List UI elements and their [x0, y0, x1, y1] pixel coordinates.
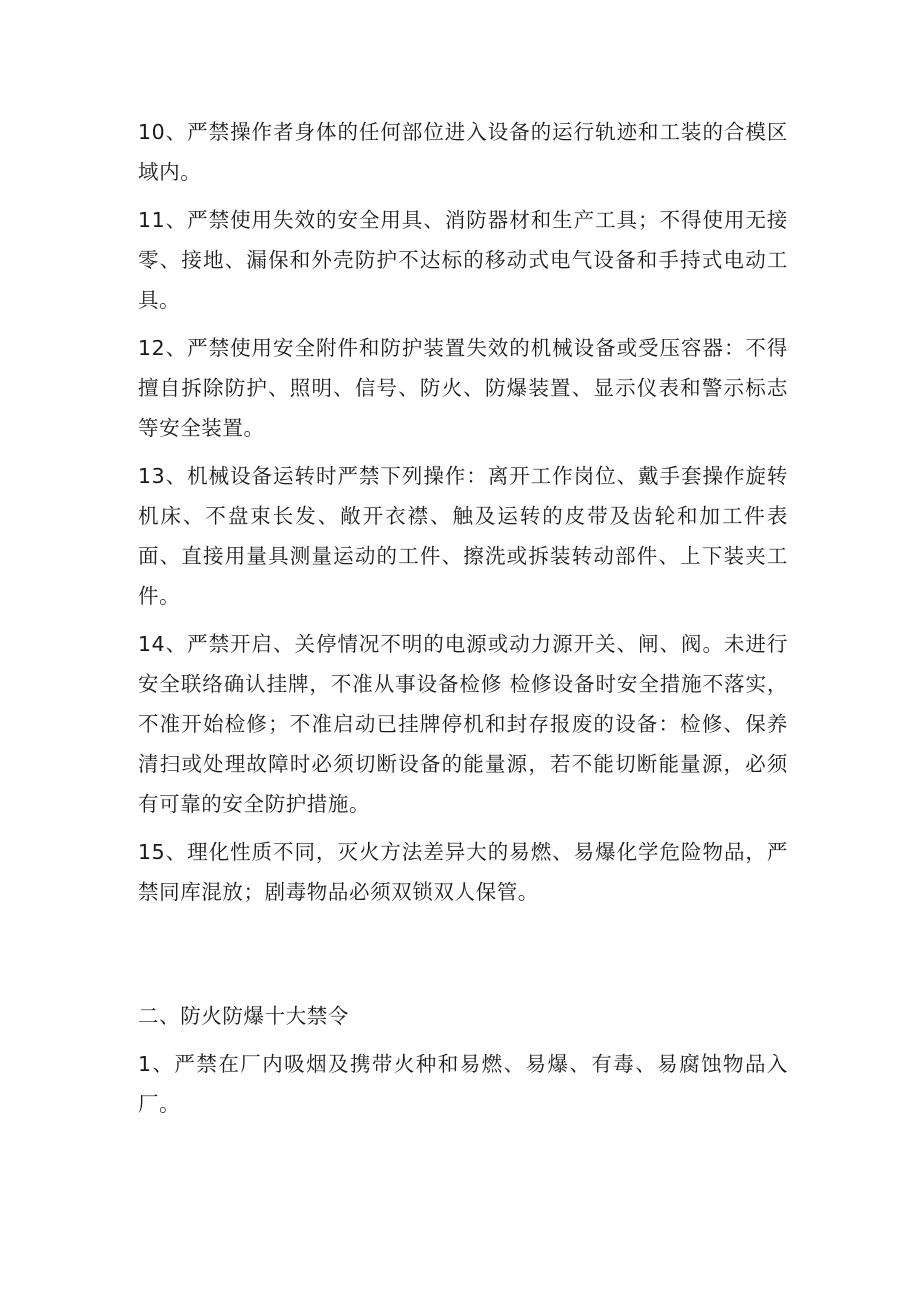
- section-heading: 二、防火防爆十大禁令: [138, 1004, 349, 1028]
- rule-14: 14、严禁开启、关停情况不明的电源或动力源开关、闸、阀。未进行安全联络确认挂牌，不准从事设备检修 检修设备时安全措施不落实，不准开始检修；不准启动已挂牌停机和封存报废的设备：检修、保养清扫或处理故障时必须切断设备的能量源，若不能切断能量源，必须有可靠的安全防护措施。: [138, 632, 788, 816]
- rule-10: 10、严禁操作者身体的任何部位进入设备的运行轨迹和工装的合模区域内。: [138, 120, 788, 184]
- document-page: [138, 112, 788, 1124]
- rule-12: 12、严禁使用安全附件和防护装置失效的机械设备或受压容器：不得擅自拆除防护、照明、信号、防火、防爆装置、显示仪表和警示标志等安全装置。: [138, 336, 788, 440]
- rule-13: 13、机械设备运转时严禁下列操作：离开工作岗位、戴手套操作旋转机床、不盘束长发、敞开衣襟、触及运转的皮带及齿轮和加工件表面、直接用量具测量运动的工件、擦洗或拆装转动部件、上下装夹工件。: [138, 464, 788, 608]
- fire-rule-1: 1、严禁在厂内吸烟及携带火种和易燃、易爆、有毒、易腐蚀物品入厂。: [138, 1052, 788, 1116]
- section-spacer: [138, 912, 788, 996]
- rule-11: 11、严禁使用失效的安全用具、消防器材和生产工具；不得使用无接零、接地、漏保和外壳防护不达标的移动式电气设备和手持式电动工具。: [138, 208, 788, 312]
- rule-15: 15、理化性质不同，灭火方法差异大的易燃、易爆化学危险物品，严禁同库混放；剧毒物品必须双锁双人保管。: [138, 840, 788, 904]
